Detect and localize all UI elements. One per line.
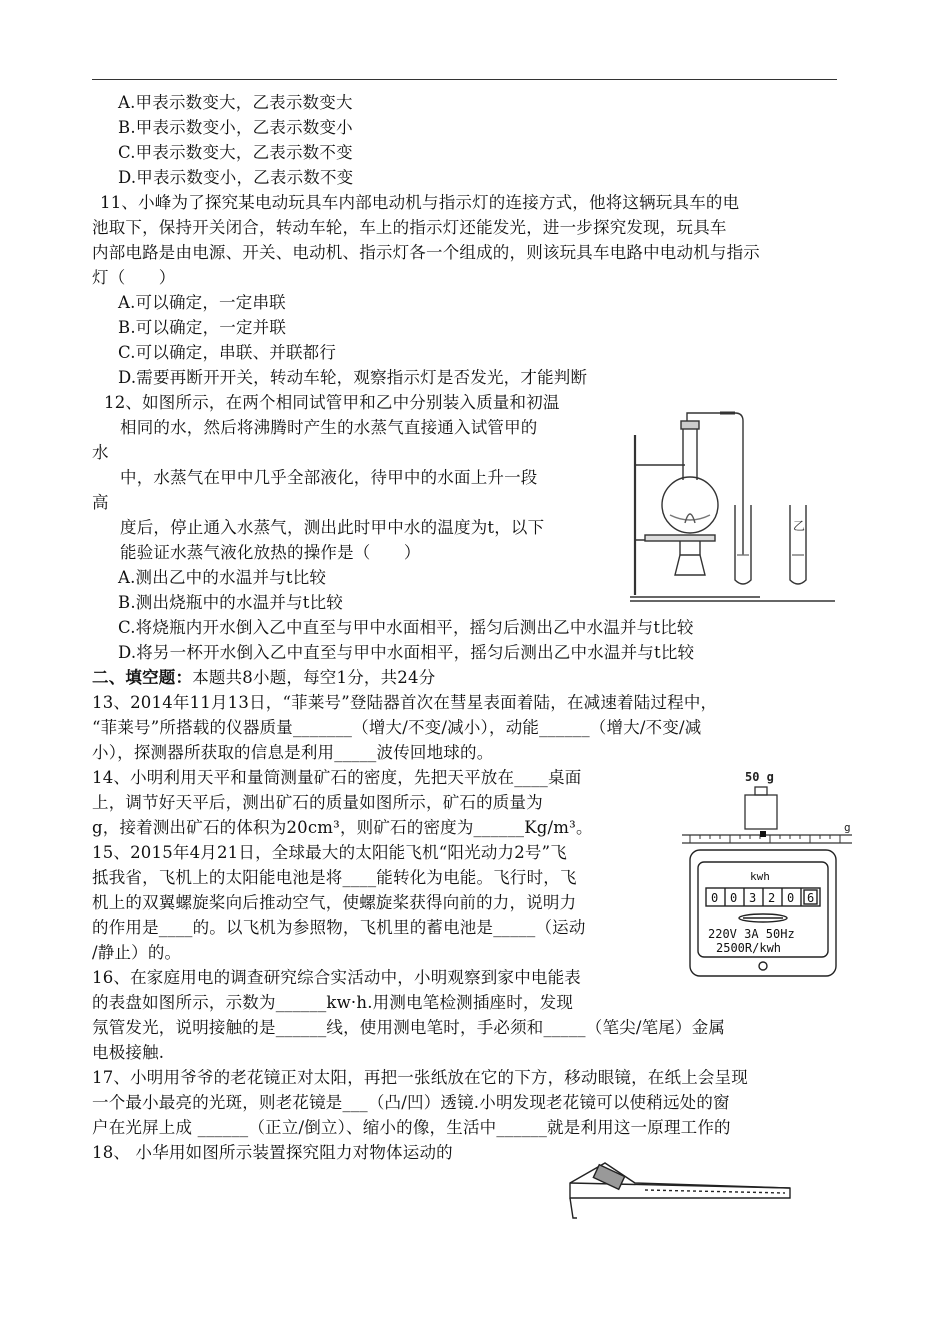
q13-line-2: “菲莱号”所搭载的仪器质量_______（增大/不变/减小），动能______（增大/不变/减 [92, 718, 702, 737]
q12-option-b: B.测出烧瓶中的水温并与t比较 [118, 593, 344, 612]
wire-gauze [645, 535, 715, 541]
incline-cart-figure [565, 1158, 795, 1223]
q11-option-b: B.可以确定，一定并联 [118, 318, 287, 337]
meter-spec-1: 220V 3A 50Hz [708, 927, 795, 941]
meter-digit-2: 0 [730, 891, 738, 905]
meter-digit-6: 6 [807, 891, 815, 905]
q13-line-3: 小），探测器所获取的信息是利用_____波传回地球的。 [92, 743, 494, 762]
meter-digit-1: 0 [711, 891, 719, 905]
q11-line-4: 灯（ ） [92, 268, 176, 287]
q16-line-4: 电极接触. [92, 1043, 165, 1062]
flask-neck [683, 427, 697, 480]
board-top-edge [570, 1183, 790, 1188]
round-flask [662, 477, 718, 533]
weight-label: 50 g [745, 770, 774, 784]
q18-line-1: 18、 小华用如图所示装置探究阻力对物体运动的 [92, 1143, 453, 1162]
weight-knob [755, 787, 767, 795]
q10-option-b: B.甲表示数变小，乙表示数变小 [118, 118, 353, 137]
q12-line-1: 12、如图所示，在两个相同试管甲和乙中分别装入质量和初温 [104, 393, 560, 412]
q17-line-2: 一个最小最亮的光斑，则老花镜是___（凸/凹）透镜.小明发现老花镜可以使稍远处的窗 [92, 1093, 730, 1112]
q15-line-3: 机上的双翼螺旋桨向后推动空气，使螺旋桨获得向前的力，说明力 [92, 893, 577, 912]
header-rule [92, 79, 837, 80]
q12-line-5: 高 [92, 493, 109, 512]
q12-line-3: 水 [92, 443, 109, 462]
q10-option-a: A.甲表示数变大，乙表示数变大 [118, 93, 353, 112]
q11-line-2: 池取下，保持开关闭合，转动车轮，车上的指示灯还能发光，进一步探究发现，玩具车 [92, 218, 727, 237]
q13-line-1: 13、2014年11月13日，“菲莱号”登陆器首次在彗星表面着陆，在减速着陆过程中， [92, 693, 718, 712]
toy-cart [593, 1165, 624, 1190]
meter-digit-4: 2 [768, 891, 776, 905]
q14-line-1: 14、小明利用天平和量筒测量矿石的密度，先把天平放在____桌面 [92, 768, 582, 787]
meter-digit-3: 3 [749, 891, 757, 905]
q12-line-7: 能验证水蒸气液化放热的操作是（ ） [120, 543, 421, 562]
q16-line-3: 氖管发光，说明接触的是______线，使用测电笔时，手必须和_____（笔尖/笔尾）金属 [92, 1018, 726, 1037]
board-leg [570, 1198, 577, 1218]
steam-apparatus-figure [625, 405, 840, 610]
q11-line-1: 11、小峰为了探究某电动玩具车内部电动机与指示灯的连接方式，他将这辆玩具车的电 [100, 193, 740, 212]
test-tube-yi [790, 505, 806, 584]
q16-line-2: 的表盘如图所示，示数为______kw·h.用测电笔检测插座时，发现 [92, 993, 574, 1012]
q15-line-2: 抵我省，飞机上的太阳能电池是将____能转化为电能。飞行时，飞 [92, 868, 577, 887]
q16-line-1: 16、在家庭用电的调查研究综合实活动中，小明观察到家中电能表 [92, 968, 581, 987]
section-note: 本题共8小题，每空1分，共24分 [192, 668, 436, 687]
q17-line-3: 户在光屏上成 ______（正立/倒立）、缩小的像，生活中______就是利用这一原理工作的 [92, 1118, 731, 1137]
q11-option-c: C.可以确定，串联、并联都行 [118, 343, 337, 362]
q12-line-6: 度后，停止通入水蒸气，测出此时甲中水的温度为t，以下 [120, 518, 545, 537]
surface-texture [645, 1190, 785, 1193]
rider [760, 831, 766, 837]
q15-line-5: /静止）的。 [92, 943, 182, 962]
flame [685, 514, 695, 523]
q11-option-d: D.需要再断开开关，转动车轮，观察指示灯是否发光，才能判断 [118, 368, 588, 387]
water-level-flask [670, 515, 710, 520]
stopper [681, 421, 699, 429]
section-heading-line [92, 668, 435, 688]
balance-figure [680, 765, 855, 845]
q11-line-3: 内部电路是由电源、开关、电动机、指示灯各一个组成的，则该玩具车电路中电动机与指示 [92, 243, 760, 262]
meter-screw [759, 962, 767, 970]
q17-line-1: 17、小明用爷爷的老花镜正对太阳，再把一张纸放在它的下方，移动眼镜，在纸上会呈现 [92, 1068, 748, 1087]
q14-line-3: g，接着测出矿石的体积为20cm³，则矿石的密度为______Kg/m³。 [92, 818, 593, 837]
q12-option-a: A.测出乙中的水温并与t比较 [118, 568, 327, 587]
q12-line-2: 相同的水，然后将沸腾时产生的水蒸气直接通入试管甲的 [120, 418, 538, 437]
scale-unit: g [844, 821, 851, 834]
meter-spec-2: 2500R/kwh [716, 941, 782, 955]
q15-line-4: 的作用是____的。以飞机为参照物，飞机里的蓄电池是_____（运动 [92, 918, 586, 937]
q10-option-d: D.甲表示数变小，乙表示数不变 [118, 168, 354, 187]
alcohol-lamp [675, 555, 705, 575]
q14-line-2: 上，调节好天平后，测出矿石的质量如图所示，矿石的质量为 [92, 793, 543, 812]
figure-label-yi: 乙 [793, 519, 806, 533]
q10-option-c: C.甲表示数变大，乙表示数不变 [118, 143, 353, 162]
q15-line-1: 15、2015年4月21日，全球最大的太阳能飞机“阳光动力2号”飞 [92, 843, 567, 862]
weight-block [745, 795, 777, 829]
section-heading: 二、填空题： [92, 668, 193, 687]
meter-digit-5: 0 [787, 891, 795, 905]
q11-option-a: A.可以确定，一定串联 [118, 293, 286, 312]
q12-line-4: 中，水蒸气在甲中几乎全部液化，待甲中的水面上升一段 [120, 468, 538, 487]
q12-option-d: D.将另一杯开水倒入乙中直至与甲中水面相平，摇匀后测出乙中水温并与t比较 [118, 643, 695, 662]
electricity-meter-figure [688, 848, 838, 978]
meter-unit: kwh [750, 870, 770, 883]
q12-option-c: C.将烧瓶内开水倒入乙中直至与甲中水面相平，摇匀后测出乙中水温并与t比较 [118, 618, 694, 637]
